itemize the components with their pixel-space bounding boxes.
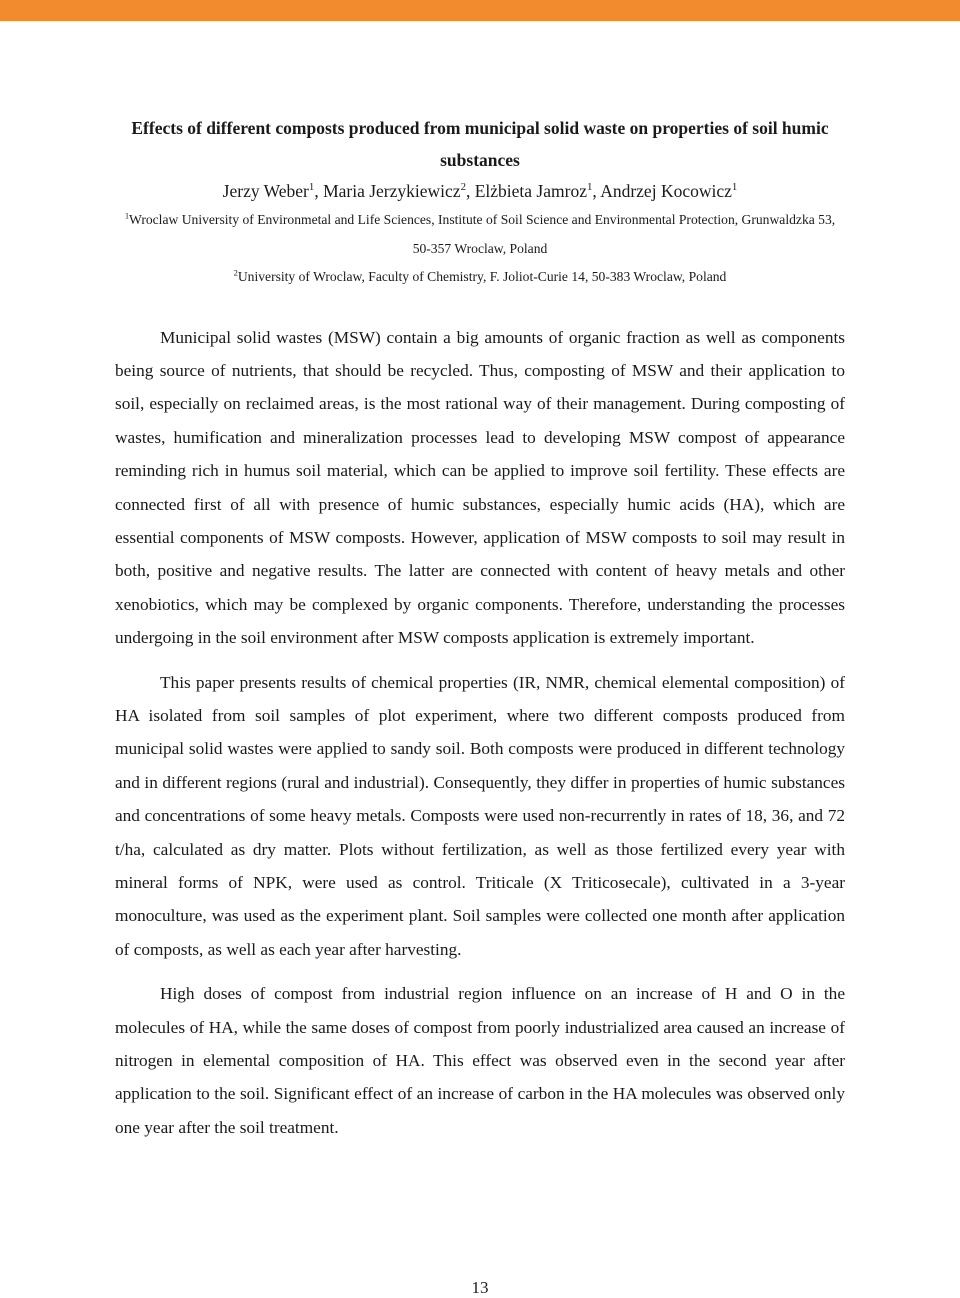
author: Maria Jerzykiewicz$^2$, bbox=[323, 181, 475, 201]
paper-title: Effects of different composts produced from municipal solid waste on properties of soil humic substances bbox=[131, 118, 829, 170]
author: Elżbieta Jamroz$^1$, bbox=[474, 181, 601, 201]
abstract-body bbox=[115, 321, 845, 1145]
paragraph-2: This paper presents results of chemical properties (IR, NMR, chemical elemental composition) of HA isolated from soil samples of plot experiment, where two different composts produced from municipal solid wastes were applied to sandy soil. Both composts were produced in different technology and in different regions (rural and industrial). Consequently, they differ in properties of humic substances and concentrations of some heavy metals. Composts were used non-recurrently in rates of 18, 36, and 72 t/ha, calculated as dry matter. Plots without fertilization, as well as those fertilized every year with mineral forms of NPK, were used as control. Triticale (X Triticosecale), cultivated in a 3-year monoculture, was used as the experiment plant. Soil samples were collected one month after application of composts, as well as each year after harvesting. bbox=[115, 672, 845, 959]
top-accent-bar bbox=[0, 0, 960, 21]
affiliation-1: $^1$Wroclaw University of Environmetal and Life Sciences, Institute of Soil Science and Environmental Protection, Grunwaldzka 53, 50-357 Wroclaw, Poland bbox=[124, 210, 836, 256]
paper-page bbox=[115, 112, 845, 1155]
author-list bbox=[115, 176, 845, 206]
paragraph-1: Municipal solid wastes (MSW) contain a big amounts of organic fraction as well as components being source of nutrients, that should be recycled. Thus, composting of MSW and their application to soil, especially on reclaimed areas, is the most rational way of their management. During composting of wastes, humification and mineralization processes lead to developing MSW compost of appearance reminding rich in humus soil material, which can be applied to improve soil fertility. These effects are connected first of all with presence of humic substances, especially humic acids (HA), which are essential components of MSW composts. However, application of MSW composts to soil may result in both, positive and negative results. The latter are connected with content of heavy metals and other xenobiotics, which may be complexed by organic components. Therefore, understanding the processes undergoing in the soil environment after MSW composts application is extremely important. bbox=[115, 327, 845, 648]
paragraph-3: High doses of compost from industrial region influence on an increase of H and O in the molecules of HA, while the same doses of compost from poorly industrialized area caused an increase of nitrogen in elemental composition of HA. This effect was observed even in the second year after application to the soil. Significant effect of an increase of carbon in the HA molecules was observed only one year after the soil treatment. bbox=[115, 984, 845, 1137]
page-number: 13 bbox=[471, 1278, 489, 1297]
affiliation-2: $^2$University of Wroclaw, Faculty of Chemistry, F. Joliot-Curie 14, 50-383 Wroclaw, Poland bbox=[233, 267, 727, 284]
author: Andrzej Kocowicz$^1$ bbox=[600, 181, 738, 201]
author: Jerzy Weber$^1$, bbox=[222, 181, 324, 201]
